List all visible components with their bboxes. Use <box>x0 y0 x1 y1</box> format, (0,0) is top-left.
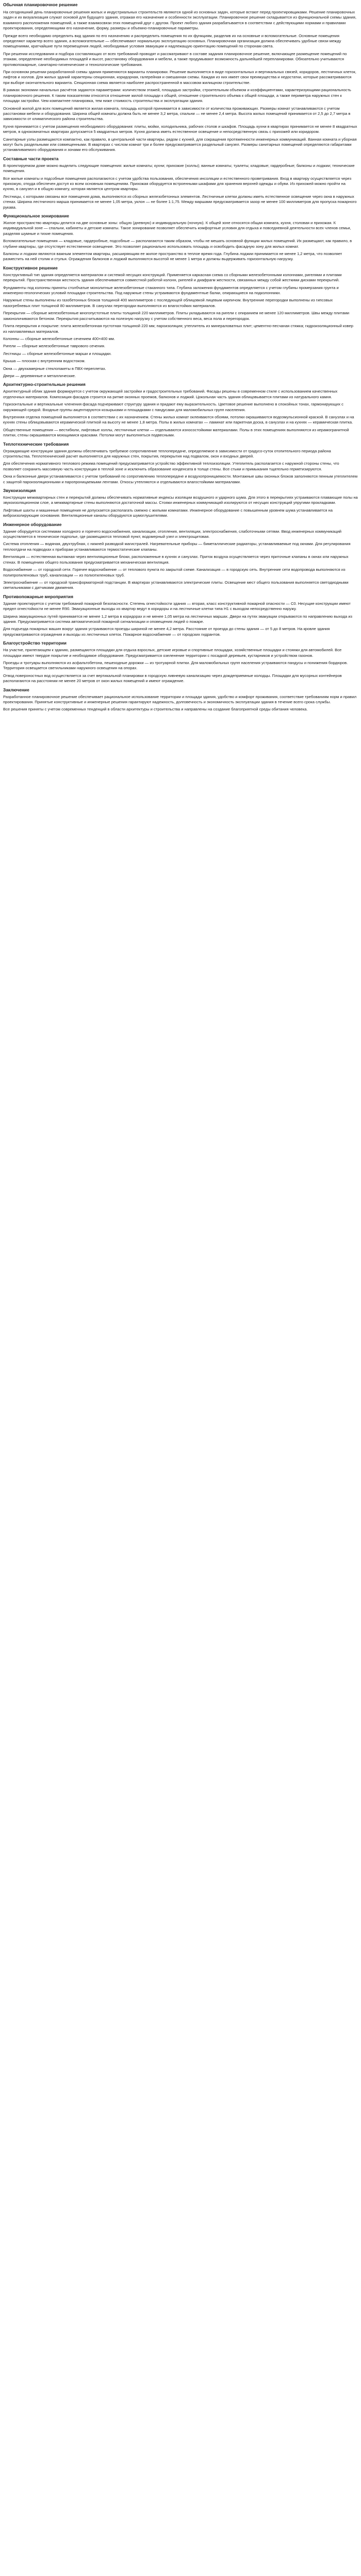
document-body <box>3 10 358 713</box>
section-heading: Инженерное оборудование <box>3 521 62 527</box>
paragraph: При решении исследования и подбора составляющих от всех требований проводят и рассматривают в составе задания планировочное решение, включающее размещение помещений по этажам, определение необходимых площадей и высот, расстановку оборудования и мебели, а также продумывают возможность дальнейшей перепланировки. Обязательно учитываются противопожарные, санитарно-гигиенические и технологические требования. <box>3 51 347 67</box>
paragraph: Для обеспечения нормативного теплового режима помещений предусматривается устройство эффективной теплоизоляции. Утеплитель располагается с наружной стороны стены, что позволяет сохранить массивную часть конструкции в теплой зоне и исключить образование конденсата в толще стены. Все стыки и примыкания тщательно герметизируются. <box>3 461 339 471</box>
paragraph: На сегодняшний день планировочные решения жилых и индустриальных строительств являются одной из основных задач, которые встают перед проектировщиками. Решение планировочных задач и их визуализация служат основой для будущего здания, отражая его назначение и особенности эксплуатации. Планировочное решение складывается из функциональной схемы здания, взаимного расположения помещений, а также взаимосвязи этих помещений друг с другом. Проект любого здания разрабатывается в соответствии с действующими нормами и правилами проектирования, определяющими его назначение, форму, размеры и объемно-планировочные параметры. <box>3 10 356 31</box>
paragraph: Балконы и лоджии являются важным элементом квартиры, расширяющим ее жилое пространство в теплое время года. Глубина лоджии принимается не менее 1,2 метра, что позволяет разместить на ней столик и стулья. Ограждения балконов и лоджий выполняются высотой не менее 1 метра и должны выдерживать горизонтальную нагрузку. <box>3 251 342 262</box>
paragraph: Колонны — сборные железобетонные сечением 400×400 мм. <box>3 336 116 341</box>
document-section <box>3 442 358 485</box>
paragraph: Конструкции межквартирных стен и перекрытий должны обеспечивать нормативные индексы изоляции воздушного и ударного шума. Для этого в перекрытиях устраиваются плавающие полы на звукоизоляционном слое, а межквартирные стены выполняются достаточной массы. Стояки инженерных коммуникаций изолируются от несущих конструкций упругими прокладками. <box>3 495 358 505</box>
paragraph: Окна и балконные двери устанавливаются с учетом требований по сопротивлению теплопередаче и воздухопроницаемости. Монтажные швы оконных блоков заполняются пенным утеплителем с защитой пароизоляционными и паропроницаемыми лентами. Откосы утепляются и отделываются влагостойкими материалами. <box>3 474 358 484</box>
document-section <box>3 10 358 153</box>
paragraph: Общественные помещения — вестибюли, лифтовые холлы, лестничные клетки — отделываются износостойкими материалами. Полы в этих помещениях выполняются из керамогранитной плитки, стены окрашиваются моющимися красками. Потолки могут выполняться подвесными. <box>3 427 349 438</box>
paragraph: Фундаменты под колонны приняты столбчатые монолитные железобетонные стаканного типа. Глубина заложения фундаментов определяется с учетом глубины промерзания грунта и инженерно-геологических условий площадки строительства. Под наружные стены устраиваются фундаментные балки, опирающиеся на подколонники. <box>3 285 339 296</box>
paragraph: Проезды и тротуары выполняются из асфальтобетона, пешеходные дорожки — из тротуарной плитки. Для маломобильных групп населения устраиваются пандусы и понижения бордюров. Территория освещается светильниками наружного освещения на опорах. <box>3 660 348 671</box>
document-section <box>3 640 358 684</box>
document-section <box>3 213 358 262</box>
paragraph: Отвод поверхностных вод осуществляется за счет вертикальной планировки в городскую ливневую канализацию через дождеприемные колодцы. Площадки для мусорных контейнеров располагаются на расстоянии не менее 20 метров от окон жилых помещений и имеют ограждение. <box>3 673 342 684</box>
document-section <box>3 265 358 379</box>
document-section <box>3 687 358 713</box>
paragraph: Для подъезда пожарных машин вокруг здания устраиваются проезды шириной не менее 4,2 метра. Расстояние от проезда до стены здания — от 5 до 8 метров. На кровле здания предусматриваются ограждения и выходы из лестничных клеток. Пожарное водоснабжение — от городских гидрантов. <box>3 626 330 637</box>
paragraph: Двери — деревянные и металлические. <box>3 373 76 378</box>
paragraph: При основном решении разработанной схемы здания применяются варианты планировки. Решение выполняется в виде горизонтальных и вертикальных связей, коридоров, лестничных клеток, лифтов и холлов. Для жилых зданий характерны секционная, коридорная, галерейная и смешанная схемы. Каждая из них имеет свои преимущества и недостатки, которые рассматриваются при выборе окончательного варианта. Секционная схема является наиболее распространенной в массовом жилищном строительстве. <box>3 70 356 85</box>
paragraph: Все решения приняты с учетом современных тенденций в области архитектуры и строительства и направлены на создание благоприятной среды обитания человека. <box>3 707 308 712</box>
paragraph: Электроснабжение — от городской трансформаторной подстанции. В квартирах устанавливаются электрические плиты. Освещение мест общего пользования выполняется светодиодными светильниками с датчиками движения. <box>3 580 349 590</box>
document <box>0 0 361 713</box>
section-heading: Заключение <box>3 687 29 692</box>
paragraph: Кухня принимается с учетом размещения необходимого оборудования: плиты, мойки, холодильника, рабочих столов и шкафов. Площадь кухни в квартирах принимается не менее 8 квадратных метров, в однокомнатных квартирах допускается 5 квадратных метров. Кухня должна иметь естественное освещение и непосредственную связь с прихожей или коридором. <box>3 124 357 134</box>
paragraph: Разработанное планировочное решение обеспечивает рациональное использование территории и площади здания, удобство и комфорт проживания, соответствие требованиям норм и правил проектирования. Принятые конструктивные и инженерные решения гарантируют надежность, долговечность и экономичность эксплуатации здания в течение всего срока службы. <box>3 694 357 704</box>
section-heading: Благоустройство территории <box>3 640 67 646</box>
paragraph: В проектируемом доме можно выделить следующие помещения: жилые комнаты; кухни; прихожие (холлы); ванные комнаты; туалеты; кладовые; гардеробные; балконы и лоджии; технические помещения. <box>3 163 355 174</box>
document-section <box>3 522 358 591</box>
section-heading: Теплотехнические требования <box>3 441 69 447</box>
paragraph: Лестницы, с которыми связаны все помещения дома, выполняются из сборных железобетонных элементов. Лестничные клетки должны иметь естественное освещение через окна в наружных стенах. Ширина лестничного марша принимается не менее 1,05 метра, уклон — не более 1:1,75. Между маршами предусматривается зазор не менее 100 миллиметров для пропуска пожарного рукава. <box>3 194 357 210</box>
paragraph: Плита перекрытия и покрытие: плита железобетонная пустотная толщиной 220 мм; пароизоляция; утеплитель из минераловатных плит; цементно-песчаная стяжка; гидроизоляционный ковер из наплавляемых материалов. <box>3 324 353 334</box>
section-heading: Звукоизоляция <box>3 488 36 494</box>
paragraph: Ригели — сборные железобетонные таврового сечения. <box>3 344 105 349</box>
section-heading: Архитектурно-строительные решения <box>3 382 86 387</box>
paragraph: Жилое пространство квартиры делится на две основные зоны: общую (дневную) и индивидуальную (ночную). К общей зоне относятся общая комната, кухня, столовая и прихожая. К индивидуальной зоне — спальни, кабинеты и детские комнаты. Такое зонирование позволяет обеспечить комфортные условия для отдыха и повседневной деятельности всех членов семьи, разделяя шумные и тихие помещения. <box>3 221 351 236</box>
paragraph: Санитарные узлы размещаются компактно, как правило, в центральной части квартиры, рядом с кухней, для сокращения протяженности инженерных коммуникаций. Ванная комната и уборная могут быть раздельными или совмещенными. В квартирах с числом комнат три и более предусматривается раздельный санузел. Размеры санитарных помещений определяются габаритами устанавливаемого оборудования и зонами его обслуживания. <box>3 137 357 152</box>
paragraph: Вентиляция — естественная вытяжная через вентиляционные блоки, расположенные в кухнях и санузлах. Приток воздуха осуществляется через приточные клапаны в окнах или наружных стенах. В помещениях общего пользования предусматривается механическая вентиляция. <box>3 554 349 565</box>
section-heading: Функциональное зонирование <box>3 213 69 218</box>
paragraph: Водоснабжение — от городской сети. Горячее водоснабжение — от теплового пункта по закрытой схеме. Канализация — в городскую сеть. Внутренние сети водопровода выполняются из полипропиленовых труб, канализации — из полиэтиленовых труб. <box>3 567 346 578</box>
paragraph: Здание оборудуется системами холодного и горячего водоснабжения, канализации, отопления, вентиляции, электроснабжения, слаботочными сетями. Ввод инженерных коммуникаций осуществляется в техническое подполье, где размещаются тепловой пункт, водомерный узел и электрощитовая. <box>3 529 342 539</box>
paragraph: Наружные стены выполнены из газобетонных блоков толщиной 400 миллиметров с последующей облицовкой лицевым кирпичом. Внутренние перегородки выполнены из гипсовых пазогребневых плит толщиной 80 миллиметров. В санузлах перегородки выполняются из влагостойких материалов. <box>3 298 333 308</box>
section-heading: Противопожарные мероприятия <box>3 594 73 599</box>
paragraph: Лифтовые шахты и машинные помещения не допускается располагать смежно с жилыми комнатами. Инженерное оборудование с повышенным уровнем шума устанавливается на виброизолирующие основания. Вентиляционные каналы оборудуются шумоглушителями. <box>3 507 333 518</box>
paragraph: Основной жилой для всех помещений является жилая комната, площадь которой принимается в зависимости от количества проживающих. Размеры комнат устанавливаются с учетом расстановки мебели и оборудования. Ширина общей комнаты должна быть не менее 3,2 метра, спальни — не менее 2,4 метра. Высота жилых помещений принимается от 2,5 до 2,7 метра в зависимости от климатического района строительства. <box>3 106 351 122</box>
paragraph: Конструктивный тип здания определяется материалом и системой несущих конструкций. Применяется каркасная схема со сборными железобетонными колоннами, ригелями и плитами перекрытий. Пространственная жесткость здания обеспечивается совместной работой колонн, ригелей и диафрагм жесткости, связанных между собой жесткими дисками перекрытий. <box>3 272 342 283</box>
section-heading: Конструктивное решение <box>3 265 58 270</box>
paragraph: Вспомогательные помещения — кладовые, гардеробные, подсобные — располагаются таким образом, чтобы не мешать основной функции жилых помещений. Их размещают, как правило, в глубине квартиры, где отсутствует естественное освещение. Это позволяет рационально использовать площадь и освободить фасадную зону для жилых комнат. <box>3 239 352 249</box>
paragraph: Ограждающие конструкции здания должны обеспечивать требуемое сопротивление теплопередаче, определяемое в зависимости от градусо-суток отопительного периода района строительства. Теплотехнический расчет выполняется для наружных стен, покрытия, перекрытия над подвалом, окон и входных дверей. <box>3 448 331 459</box>
section-heading: Составные части проекта <box>3 156 59 161</box>
paragraph: Здание проектируется с учетом требований пожарной безопасности. Степень огнестойкости здания — вторая, класс конструктивной пожарной опасности — С0. Несущие конструкции имеют предел огнестойкости не менее R90. Эвакуационные выходы из квартир ведут в коридоры и на лестничные клетки типа Н1 с выходом непосредственно наружу. <box>3 601 351 612</box>
document-section <box>3 594 358 637</box>
paragraph: Все жилые комнаты и подсобные помещения располагаются с учетом удобства пользования, обеспечения инсоляции и естественного проветривания. Вход в квартиру осуществляется через прихожую, откуда обеспечен доступ ко всем основным помещениям. Прихожая оборудуется встроенными шкафами для хранения верхней одежды и обуви. Из прихожей можно пройти на кухню, в санузел и в общую комнату, которая является центром квартиры. <box>3 176 352 192</box>
paragraph: Крыша — плоская с внутренним водостоком. <box>3 359 86 364</box>
paragraph: В рамках экономии начальных расчётов задаются параметрами: количеством этажей, площадью застройки, строительным объемом и коэффициентами, характеризующими рациональность планировочного решения. К таким показателям относятся отношение жилой площади к общей, отношение строительного объема к общей площади, а также периметра наружных стен к площади застройки. Чем компактнее планировка, тем ниже стоимость строительства и эксплуатации здания. <box>3 88 351 104</box>
paragraph: На участке, прилегающем к зданию, размещаются площадки для отдыха взрослых, детские игровые и спортивные площадки, хозяйственные площадки и стоянки для автомобилей. Все площадки имеют твердое покрытие и необходимое оборудование. Предусматривается озеленение территории с посадкой деревьев, кустарников и устройством газонов. <box>3 648 342 658</box>
paragraph: Ширина эвакуационных путей принимается не менее 1,2 метра в коридорах и не менее 1,05 метра на лестничных маршах. Двери на путях эвакуации открываются по направлению выхода из здания. Предусматривается система автоматической пожарной сигнализации и оповещения людей о пожаре. <box>3 614 353 624</box>
paragraph: Внутренняя отделка помещений выполняется в соответствии с их назначением. Стены жилых комнат оклеиваются обоями, потолки окрашиваются водоэмульсионной краской. В санузлах и на кухнях стены облицовываются керамической плиткой на высоту не менее 1,8 метра. Полы в жилых комнатах — ламинат или паркетная доска, в санузлах и на кухнях — керамическая плитка. <box>3 414 354 425</box>
paragraph: Архитектурный облик здания формируется с учетом окружающей застройки и градостроительных требований. Фасады решены в современном стиле с использованием качественных отделочных материалов. Композиция фасадов строится на ритме оконных проемов, балконов и лоджий. Цокольная часть здания облицовывается плитами из натурального камня. <box>3 389 338 399</box>
paragraph: Система отопления — водяная, двухтрубная, с нижней разводкой магистралей. Нагревательные приборы — биметаллические радиаторы, устанавливаемые под окнами. Для регулирования теплоотдачи на подводках к приборам устанавливаются термостатические клапаны. <box>3 541 351 552</box>
document-section <box>3 382 358 438</box>
paragraph: Окна — двухкамерные стеклопакеты в ПВХ-переплетах. <box>3 366 106 371</box>
document-title: Обычная планировочное решение <box>3 2 78 7</box>
document-section <box>3 488 358 519</box>
paragraph: Горизонтальные и вертикальные членения фасада подчеркивают структуру здания и придают ему выразительность. Цветовое решение выполнено в спокойных тонах, гармонирующих с окружающей средой. Входные группы акцентируются козырьками и площадками с пандусами для маломобильных групп населения. <box>3 402 343 412</box>
paragraph: Лестницы — сборные железобетонные марши и площадки. <box>3 351 112 356</box>
paragraph: Прежде всего необходимо определить вид здания по его назначению и распределить помещения по их функциям, разделив их на основные и вспомогательные. Основные помещения определяют характер всего здания, а вспомогательные — обеспечивают нормальную эксплуатацию основных. Планировочная организация должна обеспечивать удобные связи между помещениями, кратчайшие пути перемещения людей, необходимые условия эвакуации и надлежащую ориентацию помещений по сторонам света. <box>3 33 341 49</box>
document-section <box>3 156 358 210</box>
paragraph: Перекрытия — сборные железобетонные многопустотные плиты толщиной 220 миллиметров. Плиты укладываются на ригели с опиранием не менее 120 миллиметров. Швы между плитами замоноличиваются бетоном. Перекрытия рассчитываются на полезную нагрузку с учетом собственного веса, веса пола и перегородок. <box>3 311 350 321</box>
